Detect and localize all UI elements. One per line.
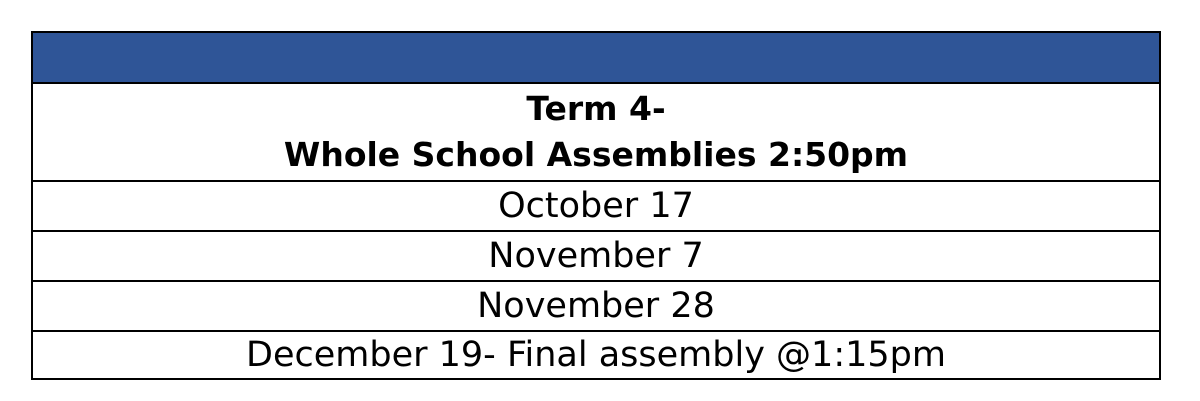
assembly-schedule-table xyxy=(31,31,1161,380)
table-title xyxy=(33,84,1159,182)
title-line-term: Term 4- xyxy=(526,89,666,128)
table-row-date-1: October 17 xyxy=(33,182,1159,232)
header-band xyxy=(33,33,1159,84)
table-row-date-3: November 28 xyxy=(33,282,1159,332)
table-row-date-2: November 7 xyxy=(33,232,1159,282)
title-line-assemblies: Whole School Assemblies 2:50pm xyxy=(283,135,909,174)
table-row-date-4: December 19- Final assembly @1:15pm xyxy=(246,335,946,375)
